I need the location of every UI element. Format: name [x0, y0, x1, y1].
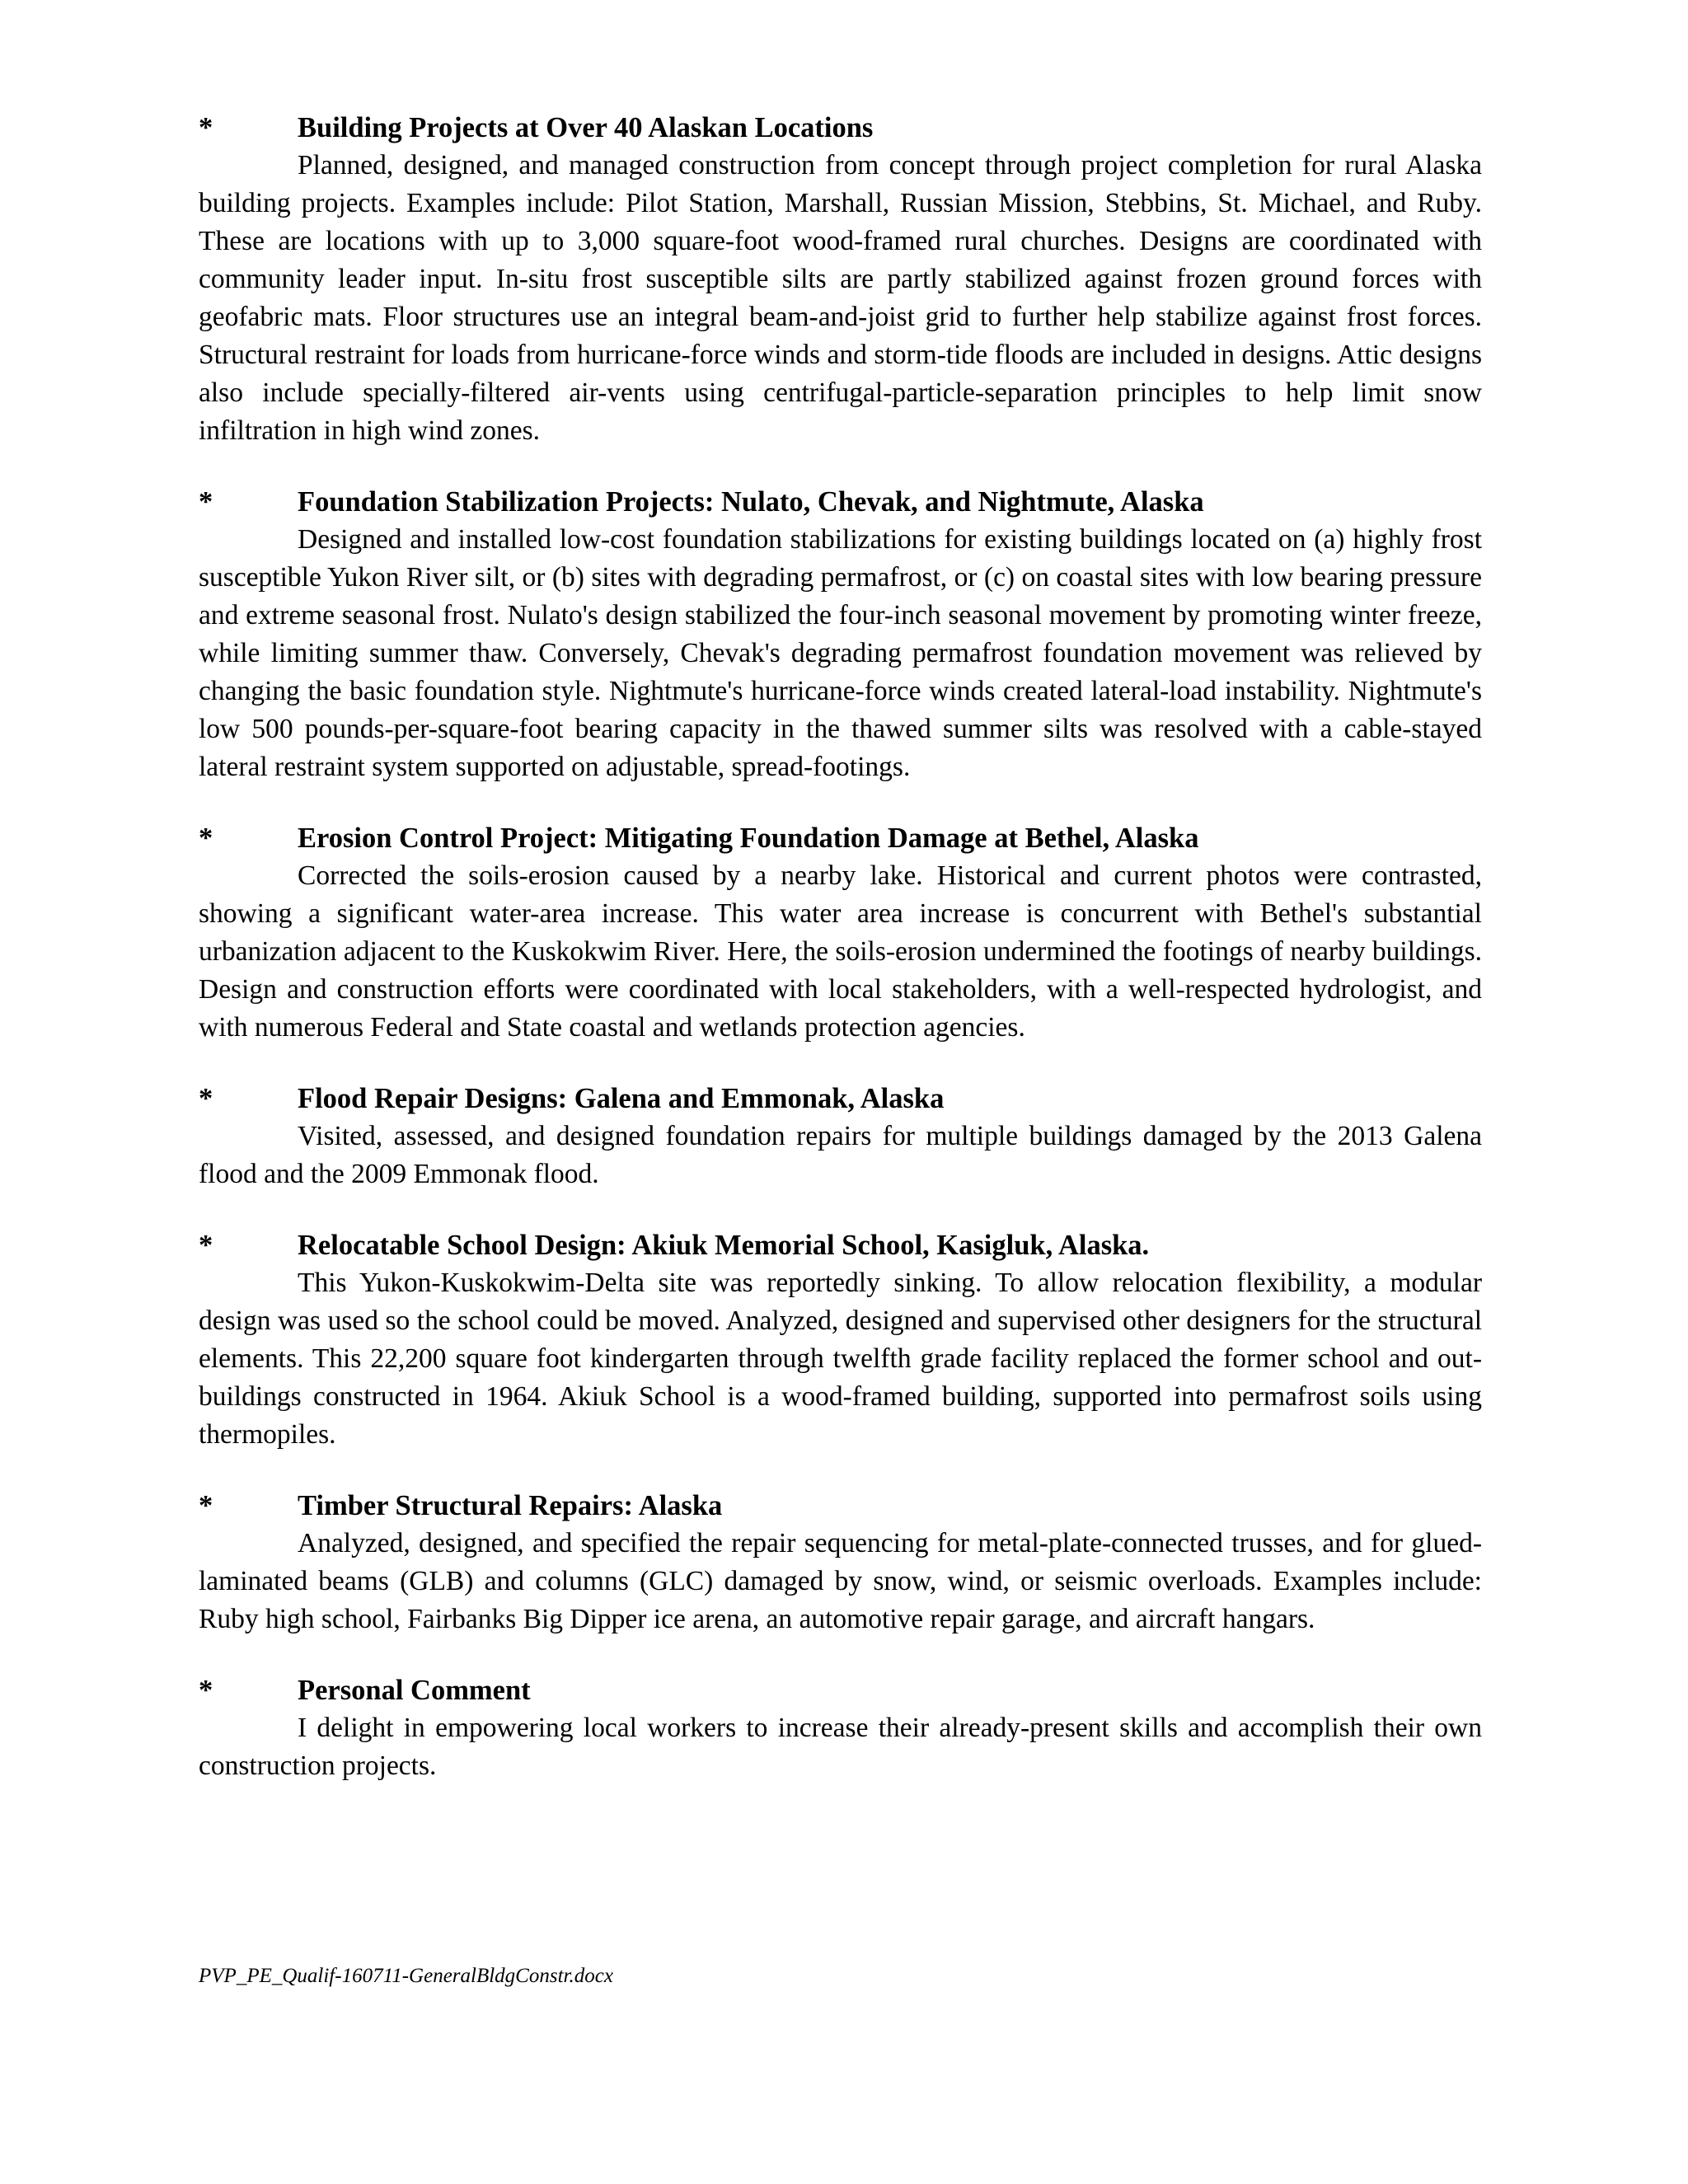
section-title: Flood Repair Designs: Galena and Emmonak, Alaska — [298, 1083, 945, 1114]
section-paragraph: Planned, designed, and managed construction from concept through project completion for rural Alaska building projects. Examples include: Pilot Station, Marshall, Russian Mission, Stebbins, St. Michael, and Ruby. These are locations with up to 3,000 square-foot wood-framed rural churches. Designs are coordinated with community leader input. In-situ frost susceptible silts are partly stabilized against frozen ground forces with geofabric mats. Floor structures use an integral beam-and-joist grid to further help stabilize against frost forces. Structural restraint for loads from hurricane-force winds and storm-tide floods are included in designs. Attic designs also include specially-filtered air-vents using centrifugal-particle-separation principles to help limit snow infiltration in high wind zones. — [199, 150, 1482, 446]
section-paragraph: Analyzed, designed, and specified the repair sequencing for metal-plate-connected trusses, and for glued-laminated beams (GLB) and columns (GLC) damaged by snow, wind, or seismic overloads. Examples include: Ruby high school, Fairbanks Big Dipper ice arena, an automotive repair garage, and aircraft hangars. — [199, 1528, 1482, 1634]
section-flood-repair — [199, 1080, 1482, 1193]
bullet-marker: * — [199, 1083, 213, 1114]
section-building-projects — [199, 109, 1482, 450]
section-heading — [199, 483, 1482, 521]
section-erosion-control — [199, 819, 1482, 1047]
section-heading — [199, 1671, 1482, 1709]
section-title: Building Projects at Over 40 Alaskan Locations — [298, 112, 874, 143]
section-foundation-stabilization — [199, 483, 1482, 786]
section-personal-comment — [199, 1671, 1482, 1785]
document-filename-footer: PVP_PE_Qualif-160711-GeneralBldgConstr.docx — [199, 1965, 613, 1987]
section-paragraph: Corrected the soils-erosion caused by a nearby lake. Historical and current photos were contrasted, showing a significant water-area increase. This water area increase is concurrent with Bethel's substantial urbanization adjacent to the Kuskokwim River. Here, the soils-erosion undermined the footings of nearby buildings. Design and construction efforts were coordinated with local stakeholders, with a well-respected hydrologist, and with numerous Federal and State coastal and wetlands protection agencies. — [199, 860, 1482, 1043]
bullet-marker: * — [199, 823, 213, 854]
section-heading — [199, 819, 1482, 857]
section-title: Relocatable School Design: Akiuk Memorial School, Kasigluk, Alaska. — [298, 1230, 1150, 1261]
section-paragraph: Designed and installed low-cost foundation stabilizations for existing buildings located on (a) highly frost susceptible Yukon River silt, or (b) sites with degrading permafrost, or (c) on coastal sites with low bearing pressure and extreme seasonal frost. Nulato's design stabilized the four-inch seasonal movement by promoting winter freeze, while limiting summer thaw. Conversely, Chevak's degrading permafrost foundation movement was relieved by changing the basic foundation style. Nightmute's hurricane-force winds created lateral-load instability. Nightmute's low 500 pounds-per-square-foot bearing capacity in the thawed summer silts was resolved with a cable-stayed lateral restraint system supported on adjustable, spread-footings. — [199, 524, 1482, 782]
section-title: Foundation Stabilization Projects: Nulato, Chevak, and Nightmute, Alaska — [298, 486, 1204, 518]
section-relocatable-school — [199, 1226, 1482, 1454]
section-heading — [199, 1487, 1482, 1525]
section-title: Erosion Control Project: Mitigating Foundation Damage at Bethel, Alaska — [298, 823, 1199, 854]
section-title: Timber Structural Repairs: Alaska — [298, 1490, 723, 1521]
section-timber-repairs — [199, 1487, 1482, 1638]
bullet-marker: * — [199, 1675, 213, 1706]
section-paragraph: Visited, assessed, and designed foundation repairs for multiple buildings damaged by the 2013 Galena flood and the 2009 Emmonak flood. — [199, 1121, 1482, 1189]
bullet-marker: * — [199, 1490, 213, 1521]
section-heading — [199, 109, 1482, 147]
section-heading — [199, 1080, 1482, 1118]
section-heading — [199, 1226, 1482, 1264]
section-paragraph: This Yukon-Kuskokwim-Delta site was reportedly sinking. To allow relocation flexibility, a modular design was used so the school could be moved. Analyzed, designed and supervised other designers for the structural elements. This 22,200 square foot kindergarten through twelfth grade facility replaced the former school and out-buildings constructed in 1964. Akiuk School is a wood-framed building, supported into permafrost soils using thermopiles. — [199, 1268, 1482, 1450]
bullet-marker: * — [199, 112, 213, 143]
bullet-marker: * — [199, 1230, 213, 1261]
document-body — [199, 109, 1482, 1818]
section-paragraph: I delight in empowering local workers to increase their already-present skills and accomplish their own construction projects. — [199, 1713, 1482, 1781]
section-title: Personal Comment — [298, 1675, 531, 1706]
bullet-marker: * — [199, 486, 213, 518]
